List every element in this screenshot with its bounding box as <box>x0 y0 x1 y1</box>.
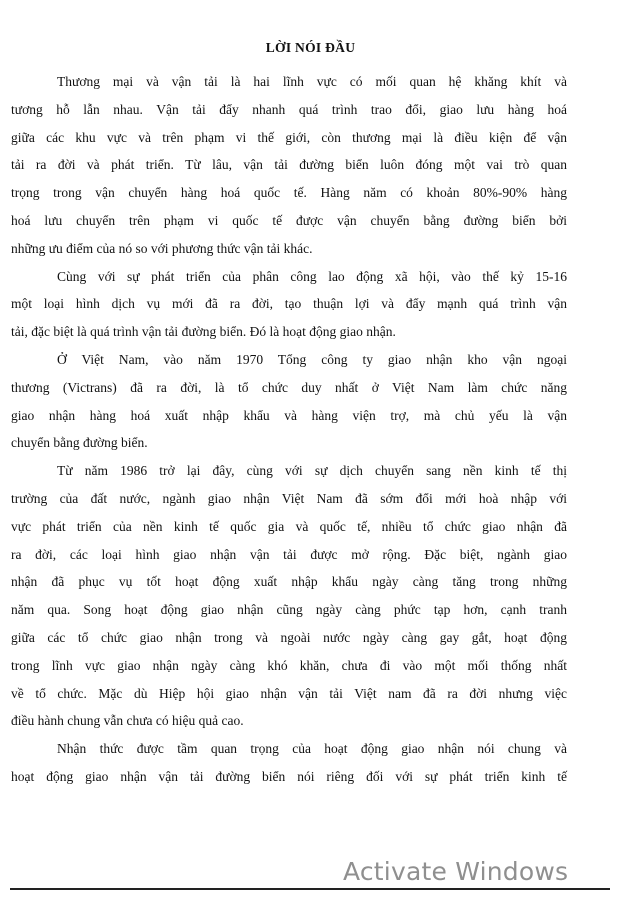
text-line: trong lĩnh vực giao nhận ngày càng khó khăn, chưa đi vào một mối thống nhất <box>11 657 567 673</box>
text-line: giữa các khu vực và trên phạm vi thế giới, còn thương mại là điều kiện để vận <box>11 129 567 145</box>
text-line: trọng trong vận chuyển hàng hoá quốc tế. Hàng năm có khoản 80%-90% hàng <box>11 185 567 201</box>
text-line: về tổ chức. Mặc dù Hiệp hội giao nhận vận tải Việt nam đã ra đời nhưng việc <box>11 685 567 701</box>
text-line: tương hỗ lẫn nhau. Vận tải đẩy nhanh quá trình trao đổi, giao lưu hàng hoá <box>11 101 567 117</box>
text-line: giữa các tổ chức giao nhận trong và ngoài nước ngày càng gay gắt, hoạt động <box>11 629 567 645</box>
text-line: Thương mại và vận tải là hai lĩnh vực có mối quan hệ khăng khít và <box>57 74 567 89</box>
text-line: một loại hình dịch vụ mới đã ra đời, tạo thuận lợi và đẩy mạnh quá trình vận <box>11 296 567 312</box>
footer-divider <box>10 888 610 890</box>
text-line: nhận đã phục vụ tốt hoạt động xuất nhập khẩu ngày càng tăng trong những <box>11 574 567 590</box>
text-line: Từ năm 1986 trở lại đây, cùng với sự dịch chuyển sang nền kinh tế thị <box>57 463 567 479</box>
text-line: thương (Victrans) đã ra đời, là tổ chức duy nhất ở Việt Nam làm chức năng <box>11 379 567 395</box>
text-line: trường của đất nước, ngành giao nhận Việt Nam đã sớm đổi mới hoà nhập với <box>11 490 567 506</box>
text-line: vực phát triển của nền kinh tế quốc gia và quốc tế, nhiều tổ chức giao nhận đã <box>11 518 567 534</box>
text-line: điều hành chung vẫn chưa có hiệu quả cao. <box>11 713 244 729</box>
text-line: Nhận thức được tầm quan trọng của hoạt động giao nhận nói chung và <box>57 741 567 757</box>
text-line: tải, đặc biệt là quá trình vận tải đường biển. Đó là hoạt động giao nhận. <box>11 324 396 340</box>
text-line: Cùng với sự phát triển của phân công lao động xã hội, vào thế kỷ 15-16 <box>57 268 567 284</box>
text-line: Ở Việt Nam, vào năm 1970 Tổng công ty giao nhận kho vận ngoại <box>57 351 567 367</box>
text-line: tải ra đời và phát triển. Từ lâu, vận tải đường biển luôn đóng một vai trò quan <box>11 157 567 173</box>
text-line: những ưu điểm của nó so với phương thức vận tải khác. <box>11 240 313 256</box>
text-line: giao nhận hàng hoá xuất nhập khẩu và hàng viện trợ, mà chủ yếu là vận <box>11 407 567 423</box>
activation-watermark: Activate Windows <box>343 857 569 886</box>
text-line: hoá lưu chuyển trên phạm vi quốc tế được vận chuyển bằng đường biển bởi <box>11 212 567 228</box>
text-line: năm qua. Song hoạt động giao nhận cũng ngày càng phức tạp hơn, cạnh tranh <box>11 602 567 618</box>
document-body <box>11 68 567 791</box>
text-line: ra đời, các loại hình giao nhận vận tải được mở rộng. Đặc biệt, ngành giao <box>11 546 567 562</box>
page-title: LỜI NÓI ĐẦU <box>265 40 356 55</box>
text-line: hoạt động giao nhận vận tải đường biển nói riêng đối với sự phát triển kinh tế <box>11 768 567 784</box>
text-line: chuyển bằng đường biển. <box>11 435 148 451</box>
